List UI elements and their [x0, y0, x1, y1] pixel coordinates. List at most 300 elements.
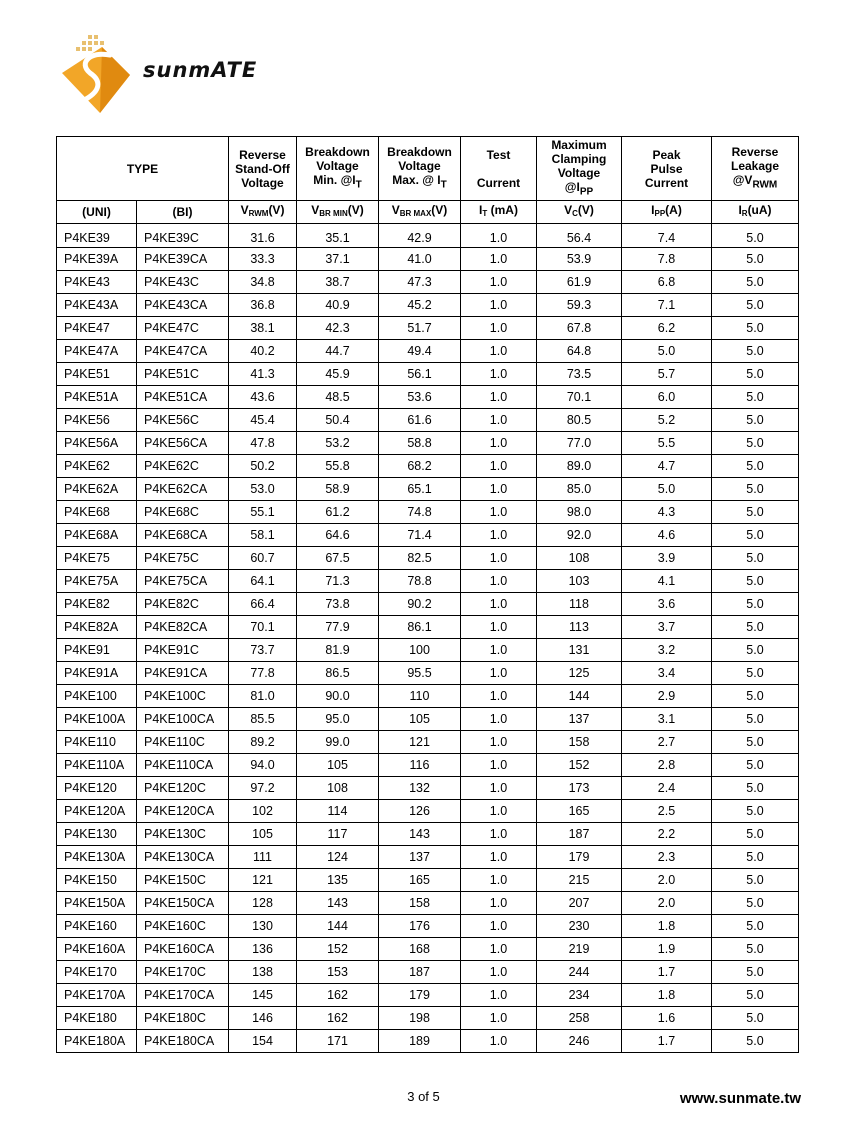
table-cell: 5.0	[712, 570, 799, 593]
table-cell: 1.0	[461, 777, 537, 800]
table-cell: 152	[297, 938, 379, 961]
table-cell: 158	[379, 892, 461, 915]
brand-name: sunmATE	[143, 58, 258, 82]
uni-part: P4KE160A	[57, 938, 137, 961]
table-cell: 189	[379, 1030, 461, 1053]
uni-header: (UNI)	[57, 201, 137, 224]
table-cell: 1.0	[461, 363, 537, 386]
table-cell: 36.8	[229, 294, 297, 317]
table-cell: 40.2	[229, 340, 297, 363]
table-cell: 5.0	[712, 938, 799, 961]
table-cell: 37.1	[297, 248, 379, 271]
table-cell: 90.0	[297, 685, 379, 708]
table-row	[57, 1007, 799, 1030]
table-cell: 42.3	[297, 317, 379, 340]
table-cell: 5.0	[712, 685, 799, 708]
uni-part: P4KE170A	[57, 984, 137, 1007]
table-cell: 2.8	[622, 754, 712, 777]
bi-part: P4KE39C	[137, 224, 229, 248]
uni-part: P4KE43A	[57, 294, 137, 317]
table-cell: 2.4	[622, 777, 712, 800]
uni-part: P4KE91	[57, 639, 137, 662]
uni-part: P4KE110A	[57, 754, 137, 777]
table-cell: 154	[229, 1030, 297, 1053]
table-cell: 258	[537, 1007, 622, 1030]
uni-part: P4KE51	[57, 363, 137, 386]
table-cell: 1.0	[461, 271, 537, 294]
uni-part: P4KE56A	[57, 432, 137, 455]
table-cell: 48.5	[297, 386, 379, 409]
table-cell: 1.0	[461, 317, 537, 340]
table-cell: 136	[229, 938, 297, 961]
table-row	[57, 846, 799, 869]
table-row	[57, 823, 799, 846]
table-cell: 114	[297, 800, 379, 823]
table-cell: 1.0	[461, 938, 537, 961]
table-cell: 207	[537, 892, 622, 915]
breakdown-min-header: Breakdown Voltage Min. $@I_T$	[297, 137, 379, 201]
table-cell: 64.8	[537, 340, 622, 363]
table-cell: 1.0	[461, 248, 537, 271]
table-cell: 97.2	[229, 777, 297, 800]
table-cell: 50.2	[229, 455, 297, 478]
table-cell: 77.0	[537, 432, 622, 455]
table-cell: 6.2	[622, 317, 712, 340]
table-cell: 67.8	[537, 317, 622, 340]
bi-part: P4KE120C	[137, 777, 229, 800]
uni-part: P4KE56	[57, 409, 137, 432]
table-cell: 143	[297, 892, 379, 915]
table-cell: 53.2	[297, 432, 379, 455]
table-cell: 3.6	[622, 593, 712, 616]
table-cell: 176	[379, 915, 461, 938]
table-cell: 1.0	[461, 662, 537, 685]
table-cell: 2.3	[622, 846, 712, 869]
uni-part: P4KE62	[57, 455, 137, 478]
table-cell: 42.9	[379, 224, 461, 248]
table-cell: 94.0	[229, 754, 297, 777]
table-cell: 102	[229, 800, 297, 823]
table-cell: 3.4	[622, 662, 712, 685]
table-row	[57, 593, 799, 616]
table-cell: 68.2	[379, 455, 461, 478]
table-cell: 5.0	[712, 593, 799, 616]
table-cell: 5.0	[622, 478, 712, 501]
table-cell: 60.7	[229, 547, 297, 570]
table-cell: 171	[297, 1030, 379, 1053]
table-cell: 41.0	[379, 248, 461, 271]
table-cell: 215	[537, 869, 622, 892]
table-cell: 5.0	[712, 892, 799, 915]
table-cell: 1.0	[461, 524, 537, 547]
table-cell: 33.3	[229, 248, 297, 271]
table-row	[57, 639, 799, 662]
table-cell: 5.0	[712, 340, 799, 363]
website-link[interactable]: www.sunmate.tw	[679, 1090, 801, 1107]
table-cell: 70.1	[229, 616, 297, 639]
table-cell: 45.9	[297, 363, 379, 386]
table-cell: 198	[379, 1007, 461, 1030]
table-cell: 143	[379, 823, 461, 846]
unit-ir: $I_R(uA)$	[712, 201, 799, 224]
table-cell: 34.8	[229, 271, 297, 294]
table-cell: 70.1	[537, 386, 622, 409]
table-cell: 5.0	[712, 455, 799, 478]
table-cell: 61.9	[537, 271, 622, 294]
table-row	[57, 271, 799, 294]
table-cell: 56.4	[537, 224, 622, 248]
table-cell: 1.0	[461, 961, 537, 984]
table-cell: 95.5	[379, 662, 461, 685]
table-cell: 2.2	[622, 823, 712, 846]
table-cell: 5.0	[712, 616, 799, 639]
table-cell: 90.2	[379, 593, 461, 616]
table-row	[57, 547, 799, 570]
table-cell: 3.7	[622, 616, 712, 639]
table-row	[57, 1030, 799, 1053]
table-cell: 95.0	[297, 708, 379, 731]
table-cell: 6.8	[622, 271, 712, 294]
table-cell: 2.0	[622, 869, 712, 892]
table-cell: 61.2	[297, 501, 379, 524]
table-cell: 1.7	[622, 961, 712, 984]
table-cell: 105	[229, 823, 297, 846]
bi-part: P4KE160C	[137, 915, 229, 938]
uni-part: P4KE180A	[57, 1030, 137, 1053]
table-cell: 4.7	[622, 455, 712, 478]
table-cell: 219	[537, 938, 622, 961]
table-cell: 162	[297, 1007, 379, 1030]
table-cell: 5.0	[712, 317, 799, 340]
table-cell: 5.0	[712, 731, 799, 754]
table-cell: 110	[379, 685, 461, 708]
table-cell: 5.7	[622, 363, 712, 386]
table-cell: 1.0	[461, 869, 537, 892]
table-row	[57, 363, 799, 386]
table-cell: 65.1	[379, 478, 461, 501]
table-row	[57, 662, 799, 685]
table-cell: 111	[229, 846, 297, 869]
table-cell: 113	[537, 616, 622, 639]
table-cell: 131	[537, 639, 622, 662]
unit-vrwm: $V_{RWM}(V)$	[229, 201, 297, 224]
table-row	[57, 869, 799, 892]
bi-part: P4KE180C	[137, 1007, 229, 1030]
table-cell: 59.3	[537, 294, 622, 317]
table-row	[57, 317, 799, 340]
table-cell: 53.0	[229, 478, 297, 501]
table-cell: 92.0	[537, 524, 622, 547]
unit-it: $I_T$ (mA)	[461, 201, 537, 224]
table-cell: 86.1	[379, 616, 461, 639]
table-cell: 64.6	[297, 524, 379, 547]
table-row	[57, 708, 799, 731]
table-cell: 77.8	[229, 662, 297, 685]
table-cell: 5.0	[712, 386, 799, 409]
table-cell: 5.0	[712, 248, 799, 271]
table-row	[57, 501, 799, 524]
bi-part: P4KE56CA	[137, 432, 229, 455]
table-cell: 144	[297, 915, 379, 938]
logo-mark-icon	[62, 35, 130, 113]
table-cell: 5.0	[712, 984, 799, 1007]
uni-part: P4KE150A	[57, 892, 137, 915]
bi-part: P4KE91CA	[137, 662, 229, 685]
table-cell: 1.0	[461, 616, 537, 639]
table-cell: 2.5	[622, 800, 712, 823]
table-cell: 51.7	[379, 317, 461, 340]
uni-part: P4KE160	[57, 915, 137, 938]
uni-part: P4KE100A	[57, 708, 137, 731]
uni-part: P4KE91A	[57, 662, 137, 685]
uni-part: P4KE75	[57, 547, 137, 570]
table-cell: 80.5	[537, 409, 622, 432]
table-cell: 81.9	[297, 639, 379, 662]
table-cell: 35.1	[297, 224, 379, 248]
table-cell: 43.6	[229, 386, 297, 409]
uni-part: P4KE39	[57, 224, 137, 248]
bi-part: P4KE47CA	[137, 340, 229, 363]
table-cell: 5.0	[712, 501, 799, 524]
uni-part: P4KE130A	[57, 846, 137, 869]
table-row	[57, 432, 799, 455]
table-row	[57, 570, 799, 593]
bi-part: P4KE68CA	[137, 524, 229, 547]
bi-part: P4KE170C	[137, 961, 229, 984]
bi-part: P4KE82CA	[137, 616, 229, 639]
specifications-table	[56, 136, 799, 1053]
table-row	[57, 731, 799, 754]
table-cell: 31.6	[229, 224, 297, 248]
table-cell: 5.0	[712, 224, 799, 248]
table-cell: 3.9	[622, 547, 712, 570]
table-cell: 138	[229, 961, 297, 984]
bi-part: P4KE75C	[137, 547, 229, 570]
table-cell: 173	[537, 777, 622, 800]
table-cell: 165	[537, 800, 622, 823]
table-cell: 7.8	[622, 248, 712, 271]
table-cell: 105	[379, 708, 461, 731]
table-row	[57, 915, 799, 938]
clamping-voltage-header: Maximum Clamping Voltage $@I_{PP}$	[537, 137, 622, 201]
bi-part: P4KE100CA	[137, 708, 229, 731]
bi-part: P4KE51C	[137, 363, 229, 386]
table-cell: 78.8	[379, 570, 461, 593]
table-cell: 187	[379, 961, 461, 984]
table-cell: 165	[379, 869, 461, 892]
bi-part: P4KE130CA	[137, 846, 229, 869]
table-cell: 73.5	[537, 363, 622, 386]
table-cell: 100	[379, 639, 461, 662]
table-cell: 3.1	[622, 708, 712, 731]
bi-part: P4KE180CA	[137, 1030, 229, 1053]
table-row	[57, 224, 799, 248]
table-cell: 125	[537, 662, 622, 685]
table-cell: 1.0	[461, 432, 537, 455]
uni-part: P4KE120A	[57, 800, 137, 823]
table-cell: 5.0	[712, 363, 799, 386]
table-cell: 1.0	[461, 386, 537, 409]
table-cell: 137	[379, 846, 461, 869]
uni-part: P4KE43	[57, 271, 137, 294]
table-cell: 5.0	[712, 294, 799, 317]
table-cell: 146	[229, 1007, 297, 1030]
table-cell: 47.8	[229, 432, 297, 455]
standoff-header: Reverse Stand-Off Voltage	[229, 137, 297, 201]
table-cell: 5.5	[622, 432, 712, 455]
table-cell: 118	[537, 593, 622, 616]
bi-part: P4KE56C	[137, 409, 229, 432]
table-cell: 5.0	[712, 915, 799, 938]
page-number: 3 of 5	[407, 1089, 440, 1104]
table-cell: 1.0	[461, 570, 537, 593]
uni-part: P4KE82	[57, 593, 137, 616]
table-row	[57, 386, 799, 409]
reverse-leakage-header: Reverse Leakage $@V_{RWM}$	[712, 137, 799, 201]
table-cell: 2.7	[622, 731, 712, 754]
table-row	[57, 294, 799, 317]
table-cell: 89.2	[229, 731, 297, 754]
table-cell: 5.0	[712, 869, 799, 892]
table-cell: 1.8	[622, 984, 712, 1007]
peak-pulse-header: Peak Pulse Current	[622, 137, 712, 201]
table-cell: 5.0	[712, 524, 799, 547]
table-cell: 5.0	[712, 961, 799, 984]
unit-vbrmax: $V_{BR MAX}(V)$	[379, 201, 461, 224]
table-row	[57, 961, 799, 984]
table-cell: 1.0	[461, 823, 537, 846]
table-row	[57, 340, 799, 363]
table-cell: 5.0	[712, 547, 799, 570]
table-cell: 1.0	[461, 409, 537, 432]
table-row	[57, 248, 799, 271]
table-cell: 5.0	[712, 639, 799, 662]
bi-part: P4KE43CA	[137, 294, 229, 317]
table-cell: 99.0	[297, 731, 379, 754]
uni-part: P4KE68	[57, 501, 137, 524]
table-cell: 2.9	[622, 685, 712, 708]
table-cell: 5.0	[712, 1030, 799, 1053]
uni-part: P4KE130	[57, 823, 137, 846]
table-cell: 89.0	[537, 455, 622, 478]
table-cell: 61.6	[379, 409, 461, 432]
table-cell: 246	[537, 1030, 622, 1053]
table-cell: 152	[537, 754, 622, 777]
table-cell: 121	[229, 869, 297, 892]
table-cell: 5.0	[712, 478, 799, 501]
table-cell: 4.3	[622, 501, 712, 524]
table-row	[57, 938, 799, 961]
table-cell: 38.1	[229, 317, 297, 340]
table-cell: 116	[379, 754, 461, 777]
table-cell: 50.4	[297, 409, 379, 432]
table-cell: 121	[379, 731, 461, 754]
table-cell: 5.0	[712, 800, 799, 823]
uni-part: P4KE68A	[57, 524, 137, 547]
table-cell: 98.0	[537, 501, 622, 524]
bi-part: P4KE110CA	[137, 754, 229, 777]
bi-part: P4KE51CA	[137, 386, 229, 409]
table-cell: 86.5	[297, 662, 379, 685]
uni-part: P4KE47A	[57, 340, 137, 363]
table-cell: 1.0	[461, 294, 537, 317]
table-cell: 135	[297, 869, 379, 892]
table-cell: 1.0	[461, 478, 537, 501]
table-cell: 5.0	[622, 340, 712, 363]
uni-part: P4KE62A	[57, 478, 137, 501]
uni-part: P4KE120	[57, 777, 137, 800]
uni-part: P4KE180	[57, 1007, 137, 1030]
table-cell: 5.0	[712, 708, 799, 731]
table-row	[57, 754, 799, 777]
uni-part: P4KE110	[57, 731, 137, 754]
table-cell: 58.1	[229, 524, 297, 547]
table-cell: 3.2	[622, 639, 712, 662]
bi-part: P4KE160CA	[137, 938, 229, 961]
bi-part: P4KE170CA	[137, 984, 229, 1007]
bi-part: P4KE68C	[137, 501, 229, 524]
bi-part: P4KE39CA	[137, 248, 229, 271]
table-cell: 85.0	[537, 478, 622, 501]
table-cell: 56.1	[379, 363, 461, 386]
table-cell: 1.0	[461, 984, 537, 1007]
bi-part: P4KE91C	[137, 639, 229, 662]
table-cell: 5.0	[712, 271, 799, 294]
bi-part: P4KE43C	[137, 271, 229, 294]
table-cell: 58.8	[379, 432, 461, 455]
table-cell: 179	[537, 846, 622, 869]
table-cell: 82.5	[379, 547, 461, 570]
table-cell: 71.4	[379, 524, 461, 547]
table-cell: 85.5	[229, 708, 297, 731]
table-row	[57, 777, 799, 800]
table-cell: 128	[229, 892, 297, 915]
bi-part: P4KE75CA	[137, 570, 229, 593]
table-cell: 64.1	[229, 570, 297, 593]
table-cell: 105	[297, 754, 379, 777]
table-cell: 41.3	[229, 363, 297, 386]
table-cell: 1.0	[461, 1007, 537, 1030]
table-row	[57, 409, 799, 432]
table-body	[57, 224, 799, 1053]
unit-vbrmin: $V_{BR MIN}(V)$	[297, 201, 379, 224]
table-cell: 137	[537, 708, 622, 731]
table-cell: 5.0	[712, 823, 799, 846]
table-cell: 158	[537, 731, 622, 754]
table-cell: 2.0	[622, 892, 712, 915]
bi-part: P4KE62C	[137, 455, 229, 478]
table-cell: 1.0	[461, 708, 537, 731]
table-cell: 38.7	[297, 271, 379, 294]
table-cell: 1.0	[461, 731, 537, 754]
table-cell: 126	[379, 800, 461, 823]
bi-header: (BI)	[137, 201, 229, 224]
table-cell: 49.4	[379, 340, 461, 363]
table-row	[57, 984, 799, 1007]
table-cell: 1.0	[461, 915, 537, 938]
table-cell: 53.6	[379, 386, 461, 409]
table-cell: 5.2	[622, 409, 712, 432]
table-cell: 1.8	[622, 915, 712, 938]
table-cell: 230	[537, 915, 622, 938]
table-cell: 130	[229, 915, 297, 938]
table-cell: 73.8	[297, 593, 379, 616]
table-cell: 1.0	[461, 455, 537, 478]
table-cell: 40.9	[297, 294, 379, 317]
table-row	[57, 800, 799, 823]
table-cell: 45.2	[379, 294, 461, 317]
uni-part: P4KE150	[57, 869, 137, 892]
